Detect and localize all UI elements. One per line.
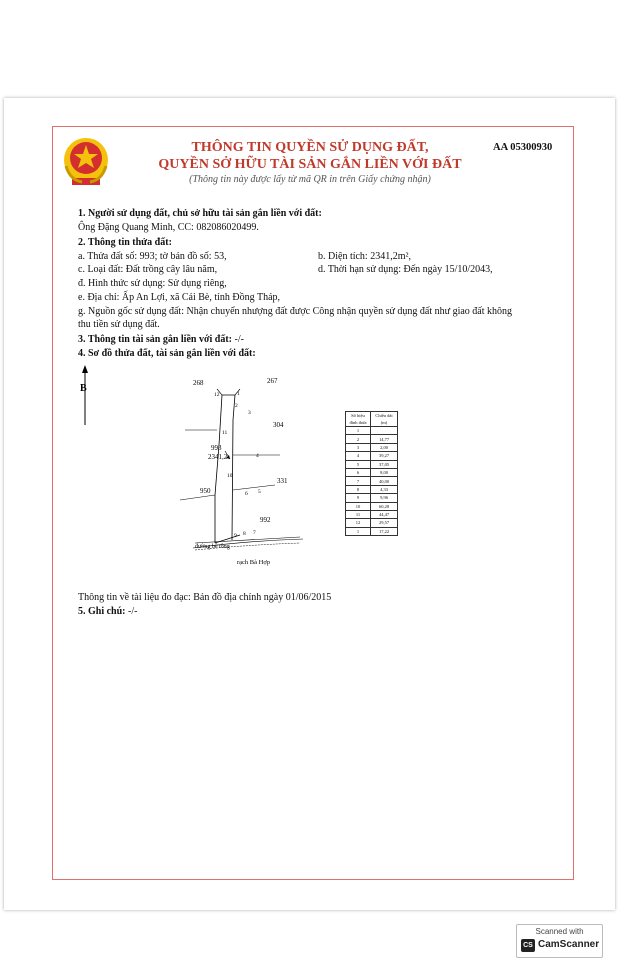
survey-info: Thông tin về tài liệu đo đạc: Bản đồ địa chính ngày 01/06/2015 [78, 592, 332, 603]
document-title-line1: THÔNG TIN QUYỀN SỬ DỤNG ĐẤT, [191, 140, 429, 155]
section2-heading: 2. Thông tin thửa đất: [78, 237, 172, 248]
parcel-number: a. Thửa đất số: 993; tờ bản đồ số: 53, [78, 251, 227, 262]
vertex-label: 5 [258, 489, 261, 495]
camscanner-logo-icon: CS [521, 939, 535, 952]
table-row: 10 60,28 [346, 502, 398, 510]
land-type: c. Loại đất: Đất trồng cây lâu năm, [78, 264, 218, 275]
main-parcel-id: 993 [211, 444, 222, 452]
section5-value: -/- [128, 606, 138, 617]
parcel-label-992: 992 [260, 516, 271, 524]
table-row: 2 14,77 [346, 435, 398, 443]
table-row: 4 39,27 [346, 452, 398, 460]
main-parcel-area: 2341,2 [208, 453, 228, 461]
parcel-label-267: 267 [267, 377, 278, 385]
table-row: 7 40,00 [346, 477, 398, 485]
neighbor-parcel-labels [193, 377, 288, 524]
parcel-area: b. Diện tích: 2341,2m², [318, 251, 411, 262]
national-emblem-icon [60, 136, 112, 188]
road-label: đường bê tông [195, 544, 230, 550]
section3 [78, 334, 244, 345]
parcel-label-268: 268 [193, 379, 204, 387]
parcel-map [75, 365, 305, 590]
table-row: 3 2,00 [346, 443, 398, 451]
north-label: B [80, 383, 87, 394]
vertex-label: 6 [245, 491, 248, 497]
section1-heading: 1. Người sử dụng đất, chủ sở hữu tài sản gắn liền với đất: [78, 208, 322, 219]
vertex-label: 2 [235, 403, 238, 409]
north-arrow [80, 365, 88, 425]
document-subtitle: (Thông tin này được lấy từ mã QR in trên Giấy chứng nhận) [189, 174, 431, 185]
section3-heading: 3. Thông tin tài sản gắn liền với đất: [78, 334, 232, 345]
land-origin-line2: thu tiền sử dụng đất. [78, 319, 160, 330]
table-row: 11 44,47 [346, 510, 398, 518]
table-row: 6 8,00 [346, 468, 398, 476]
table-row: 9 9,96 [346, 494, 398, 502]
table-header-vertex: Số hiệu đỉnh thửa [346, 412, 371, 427]
table-row: 8 4,33 [346, 485, 398, 493]
canal-label: rạch Bà Hợp [237, 559, 271, 566]
land-origin-line1: g. Nguồn gốc sử dụng đất: Nhận chuyển nhượng đất được Công nhận quyền sử dụng đất như giao đất không [78, 306, 513, 317]
parcel-label-331: 331 [277, 477, 288, 485]
camscanner-label: CamScanner [538, 939, 600, 950]
table-header-row [346, 412, 398, 427]
vertex-label: 12 [214, 392, 220, 398]
section4-heading: 4. Sơ đồ thửa đất, tài sản gắn liền với đất: [78, 348, 256, 359]
use-form: đ. Hình thức sử dụng: Sử dụng riêng, [78, 278, 227, 289]
table-row: 1 17,22 [346, 527, 398, 535]
owner-name: Ông Đặng Quang Minh, CC: 082086020499. [78, 222, 259, 233]
certificate-number: AA 05300930 [493, 142, 553, 153]
vertex-label: 3 [248, 410, 251, 416]
table-header-length: Chiều dài (m) [371, 412, 398, 427]
vertex-label: 8 [243, 531, 246, 537]
edge-length-table [345, 411, 398, 536]
parcel-label-950: 950 [200, 487, 211, 495]
vertex-label: 7 [253, 530, 256, 536]
document-title-line2: QUYỀN SỞ HỮU TÀI SẢN GẮN LIỀN VỚI ĐẤT [158, 157, 462, 172]
scanned-with-label: Scanned with [535, 927, 584, 936]
parcel-address: e. Địa chỉ: Ấp An Lợi, xã Cái Bè, tỉnh Đồng Tháp, [78, 292, 281, 303]
vertex-label: 11 [222, 430, 228, 436]
section5 [78, 606, 137, 617]
table-row: 1 [346, 427, 398, 435]
section3-value: -/- [234, 334, 244, 345]
table-row: 12 29,57 [346, 519, 398, 527]
vertex-label: 10 [227, 473, 233, 479]
parcel-label-304: 304 [273, 421, 284, 429]
section5-heading: 5. Ghi chú: [78, 606, 126, 617]
vertex-label: 1 [237, 391, 240, 397]
table-row: 5 37,05 [346, 460, 398, 468]
use-term: d. Thời hạn sử dụng: Đến ngày 15/10/2043, [318, 264, 493, 275]
vertex-label: 4 [256, 453, 259, 459]
camscanner-badge [516, 924, 603, 958]
vertex-label: 9 [234, 533, 237, 539]
